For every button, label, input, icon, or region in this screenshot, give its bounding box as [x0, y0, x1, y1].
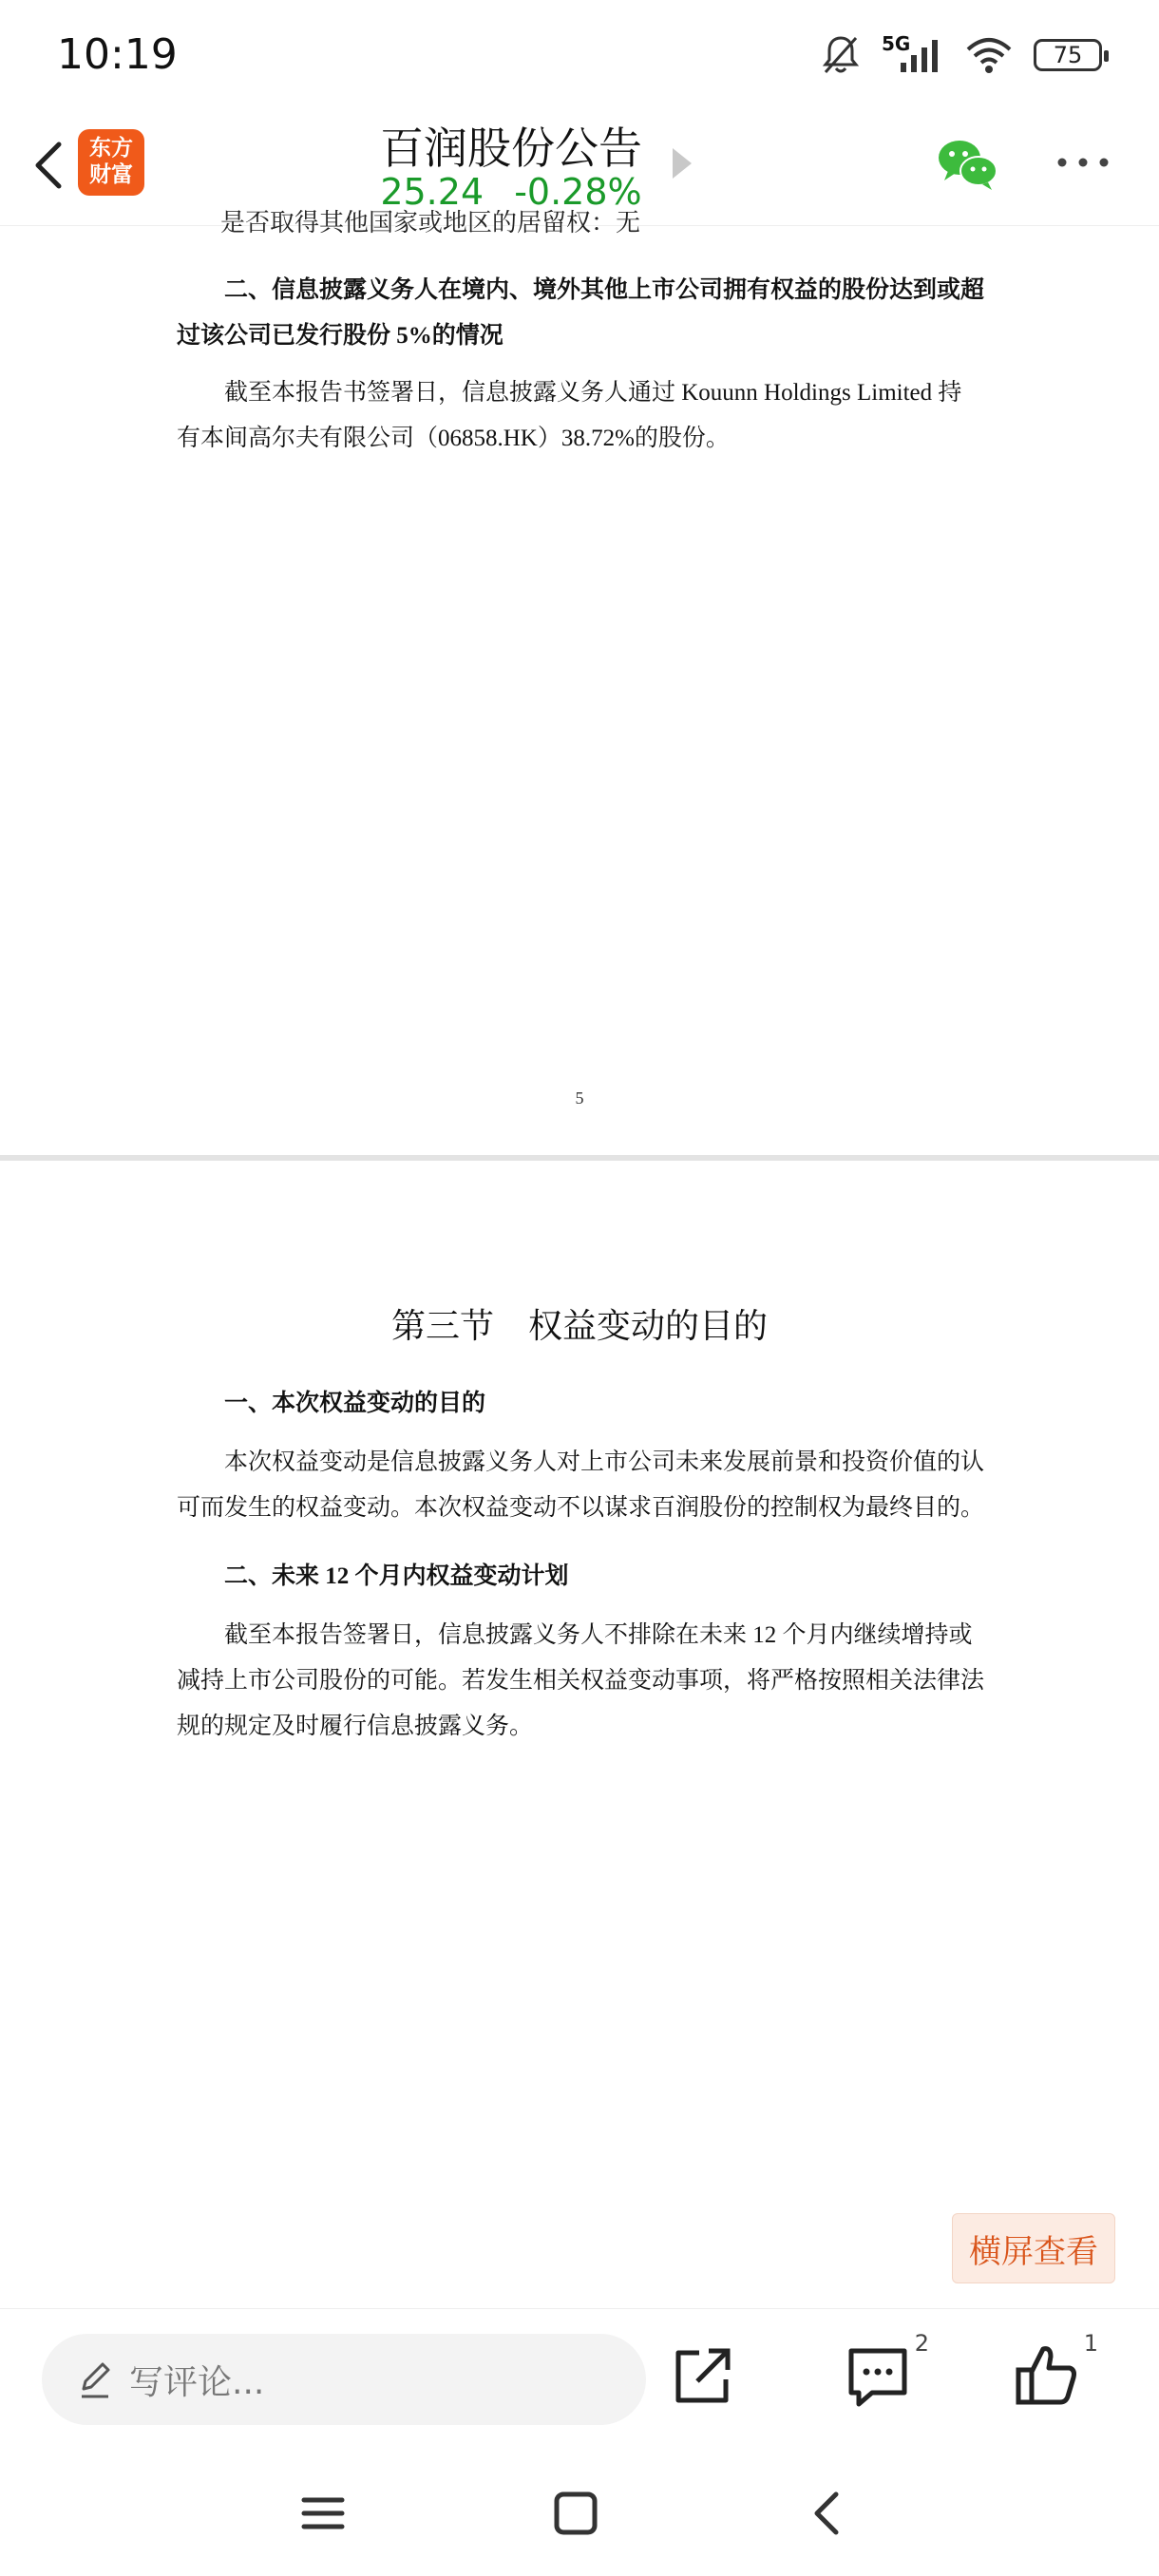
- share-icon: [665, 2338, 741, 2414]
- paragraph-shareholdings: 截至本报告书签署日，信息披露义务人通过 Kouunn Holdings Limited 持有本间高尔夫有限公司（06858.HK）38.72%的股份。: [177, 380, 962, 451]
- battery-level: 75: [1053, 42, 1083, 68]
- network-type: 5G: [882, 32, 911, 55]
- section-heading-shareholdings: 二、信息披露义务人在境内、境外其他上市公司拥有权益的股份达到或超过该公司已发行股份 5%的情况: [177, 277, 985, 349]
- paragraph-plan: 截至本报告签署日，信息披露义务人不排除在未来 12 个月内继续增持或减持上市公司股份的可能。若发生相关权益变动事项，将严格按照相关法律法规的规定及时履行信息披露义务。: [177, 1622, 985, 1739]
- wechat-share-icon[interactable]: [935, 135, 1001, 192]
- menu-icon[interactable]: [294, 2485, 352, 2542]
- comment-bubble-icon: [840, 2338, 916, 2414]
- play-arrow-icon[interactable]: [673, 148, 692, 179]
- back-icon[interactable]: [800, 2485, 857, 2542]
- cut-off-text-line: 是否取得其他国家或地区的居留权：无: [220, 209, 641, 237]
- bell-off-icon: [821, 34, 861, 76]
- section-title: 第三节 权益变动的目的: [390, 1307, 768, 1346]
- more-options-icon[interactable]: [1054, 148, 1112, 177]
- logo-line-2: 财富: [89, 162, 133, 187]
- status-bar: [0, 0, 1159, 114]
- like-button[interactable]: [1009, 2330, 1098, 2414]
- landscape-view-button[interactable]: 横屏查看: [952, 2213, 1115, 2283]
- wifi-icon: [965, 36, 1013, 74]
- page-number: 5: [575, 1089, 584, 1108]
- like-count: 1: [1083, 2330, 1098, 2357]
- home-icon[interactable]: [547, 2485, 604, 2542]
- subheading-plan: 二、未来 12 个月内权益变动计划: [224, 1563, 569, 1589]
- system-nav-bar: [0, 2451, 1159, 2576]
- status-icons: [821, 34, 1102, 76]
- paragraph-purpose: 本次权益变动是信息披露义务人对上市公司未来发展前景和投资价值的认可而发生的权益变动。本次权益变动不以谋求百润股份的控制权为最终目的。: [177, 1449, 985, 1521]
- page-title: 百润股份公告: [380, 123, 642, 174]
- comment-placeholder: 写评论...: [129, 2362, 265, 2402]
- pencil-icon: [76, 2358, 114, 2400]
- stock-change: -0.28%: [514, 171, 642, 213]
- status-time: 10:19: [57, 30, 178, 79]
- battery-icon: [1034, 39, 1102, 71]
- bottom-action-bar: [0, 2308, 1159, 2451]
- share-button[interactable]: [665, 2338, 741, 2414]
- subheading-purpose: 一、本次权益变动的目的: [224, 1391, 486, 1416]
- document-viewer[interactable]: [0, 209, 1159, 2308]
- page-divider: [0, 1155, 1159, 1161]
- thumbs-up-icon: [1009, 2338, 1085, 2414]
- stock-price: 25.24: [380, 171, 484, 213]
- comments-button[interactable]: [840, 2330, 929, 2414]
- comment-count: 2: [914, 2330, 929, 2357]
- logo-line-1: 东方: [89, 136, 133, 161]
- signal-icon: [882, 32, 944, 74]
- comment-input[interactable]: [42, 2334, 646, 2425]
